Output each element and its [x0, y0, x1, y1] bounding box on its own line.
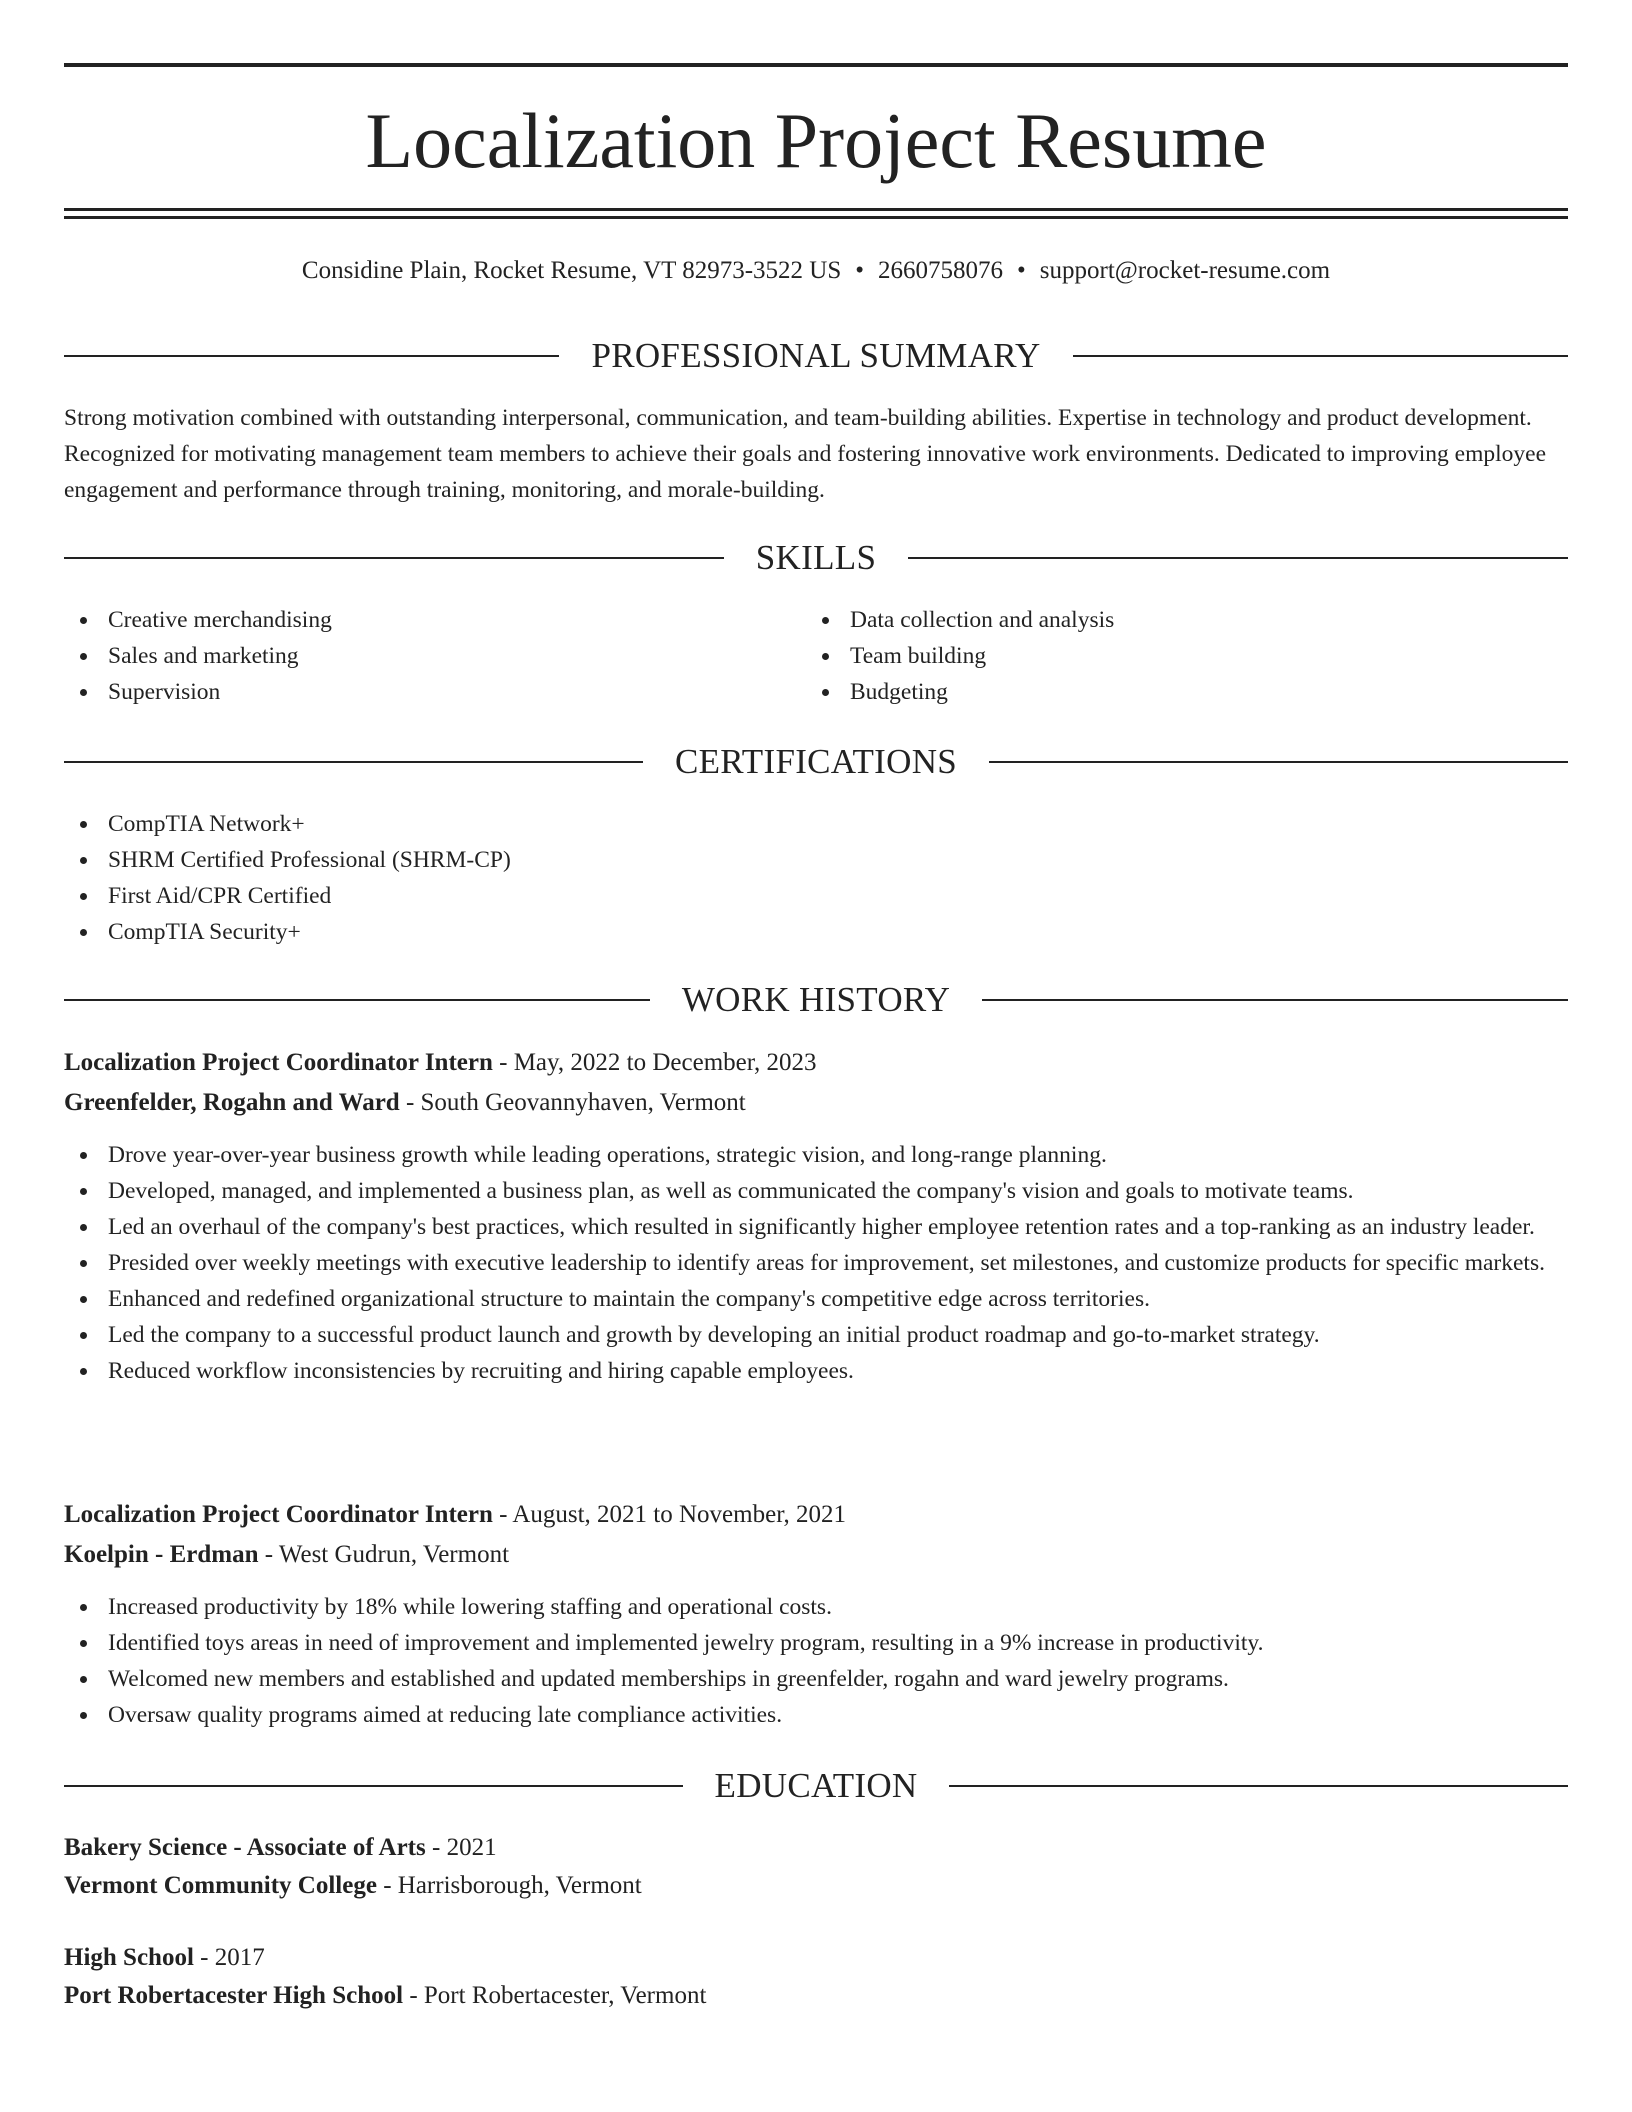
job-location: South Geovannyhaven, Vermont	[420, 1089, 746, 1116]
job-title: Localization Project Coordinator Intern	[64, 1049, 493, 1076]
contact-separator: •	[855, 257, 865, 284]
dash: -	[405, 1089, 415, 1116]
divider-line	[64, 557, 724, 559]
section-header-skills	[64, 536, 1568, 580]
education-degree: High School	[64, 1944, 194, 1971]
education-year: 2021	[446, 1834, 497, 1861]
education-degree-line	[64, 1830, 1568, 1866]
divider-line	[949, 1785, 1568, 1787]
skill-item: Budgeting	[806, 674, 1506, 710]
section-title: EDUCATION	[714, 1766, 918, 1805]
education-location: Harrisborough, Vermont	[397, 1872, 642, 1899]
skill-item: Sales and marketing	[64, 638, 764, 674]
dash: -	[409, 1982, 418, 2009]
section-title: CERTIFICATIONS	[674, 742, 958, 781]
education-school: Port Robertacester High School	[64, 1982, 404, 2009]
education-school-line	[64, 1978, 1568, 2014]
skill-item: Supervision	[64, 674, 764, 710]
dash: -	[383, 1872, 392, 1899]
certification-item: SHRM Certified Professional (SHRM-CP)	[64, 842, 1568, 878]
education-location: Port Robertacester, Vermont	[423, 1982, 707, 2009]
skill-item: Data collection and analysis	[806, 602, 1506, 638]
skill-item: Creative merchandising	[64, 602, 764, 638]
skills-list-right	[806, 602, 1506, 710]
certification-item: CompTIA Security+	[64, 914, 1568, 950]
job-bullet: Led an overhaul of the company's best practices, which resulted in significantly higher employee retention rates and a top-ranking as an industry leader.	[64, 1209, 1568, 1245]
section-header-summary	[64, 334, 1568, 378]
divider-line	[989, 761, 1568, 763]
section-header-certifications	[64, 740, 1568, 784]
section-title: SKILLS	[755, 538, 877, 577]
certification-item: CompTIA Network+	[64, 806, 1568, 842]
certifications-list	[64, 806, 1568, 950]
job-company: Koelpin - Erdman	[64, 1541, 259, 1568]
dash: -	[499, 1049, 508, 1076]
contact-phone: 2660758076	[878, 257, 1004, 284]
section-title: PROFESSIONAL SUMMARY	[591, 336, 1041, 375]
education-school: Vermont Community College	[64, 1872, 377, 1899]
divider-line	[64, 761, 643, 763]
divider-line	[1073, 355, 1568, 357]
divider-line	[908, 557, 1568, 559]
contact-line	[64, 254, 1568, 288]
job-location: West Gudrun, Vermont	[278, 1541, 510, 1568]
job-title: Localization Project Coordinator Intern	[64, 1501, 493, 1528]
job-dates: May, 2022 to December, 2023	[513, 1049, 817, 1076]
job-bullet: Presided over weekly meetings with executive leadership to identify areas for improvement, set milestones, and customize products for specific markets.	[64, 1245, 1568, 1281]
page-title: Localization Project Resume	[365, 97, 1267, 184]
divider-line	[64, 999, 650, 1001]
education-degree-line	[64, 1940, 1568, 1976]
job-bullet: Reduced workflow inconsistencies by recruiting and hiring capable employees.	[64, 1353, 1568, 1389]
certification-item: First Aid/CPR Certified	[64, 878, 1568, 914]
job-bullet: Identified toys areas in need of improvement and implemented jewelry program, resulting in a 9% increase in productivity.	[64, 1625, 1568, 1661]
job-bullet: Oversaw quality programs aimed at reducing late compliance activities.	[64, 1697, 1568, 1733]
dash: -	[200, 1944, 209, 1971]
job-company-line	[64, 1537, 1568, 1573]
divider-line	[64, 1785, 683, 1787]
job-bullets	[64, 1137, 1568, 1389]
job-title-line	[64, 1497, 1568, 1533]
contact-email: support@rocket-resume.com	[1039, 257, 1331, 284]
dash: -	[264, 1541, 274, 1568]
divider-line	[982, 999, 1568, 1001]
contact-address: Considine Plain, Rocket Resume, VT 82973-3522 US	[301, 257, 842, 284]
job-bullets	[64, 1589, 1568, 1733]
education-year: 2017	[214, 1944, 265, 1971]
job-bullet: Increased productivity by 18% while lowering staffing and operational costs.	[64, 1589, 1568, 1625]
education-school-line	[64, 1868, 1568, 1904]
contact-separator: •	[1017, 257, 1026, 284]
education-degree: Bakery Science - Associate of Arts	[64, 1834, 426, 1861]
skill-item: Team building	[806, 638, 1506, 674]
job-bullet: Drove year-over-year business growth while leading operations, strategic vision, and long-range planning.	[64, 1137, 1568, 1173]
title-rule-lower	[64, 216, 1568, 219]
job-bullet: Developed, managed, and implemented a business plan, as well as communicated the company's vision and goals to motivate teams.	[64, 1173, 1568, 1209]
top-rule	[64, 63, 1568, 67]
summary-text: Strong motivation combined with outstanding interpersonal, communication, and team-building abilities. Expertise in technology and product development. Recognized for motivating management team members to achieve their goals and fostering innovative work environments. Dedicated to improving employee engagement and performance through training, monitoring, and morale-building.	[64, 405, 1547, 503]
dash: -	[499, 1501, 508, 1528]
job-title-line	[64, 1045, 1568, 1081]
section-title: WORK HISTORY	[681, 980, 951, 1019]
skills-list-left	[64, 602, 764, 710]
job-bullet: Enhanced and redefined organizational structure to maintain the company's competitive edge across territories.	[64, 1281, 1568, 1317]
title-rule-upper	[64, 208, 1568, 211]
section-header-education	[64, 1764, 1568, 1808]
job-bullet: Welcomed new members and established and updated memberships in greenfelder, rogahn and ward jewelry programs.	[64, 1661, 1568, 1697]
divider-line	[64, 355, 559, 357]
job-company: Greenfelder, Rogahn and Ward	[64, 1089, 400, 1116]
job-bullet: Led the company to a successful product launch and growth by developing an initial product roadmap and go-to-market strategy.	[64, 1317, 1568, 1353]
job-dates: August, 2021 to November, 2021	[512, 1501, 847, 1528]
section-header-work-history	[64, 978, 1568, 1022]
job-company-line	[64, 1085, 1568, 1121]
dash: -	[431, 1834, 441, 1861]
